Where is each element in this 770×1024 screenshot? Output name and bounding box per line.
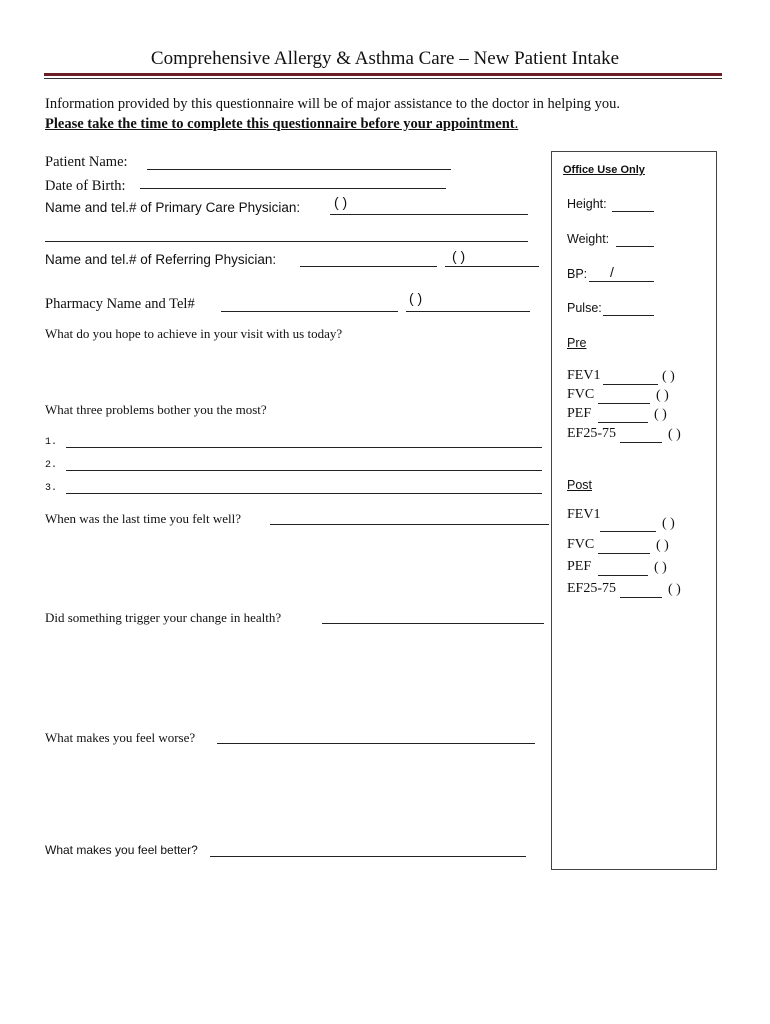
question-trigger: Did something trigger your change in health? xyxy=(45,610,282,625)
post-fvc-paren: ( ) xyxy=(656,538,669,553)
post-pef-paren: ( ) xyxy=(654,560,667,575)
question-worse: What makes you feel worse? xyxy=(45,730,196,745)
referring-name-field[interactable] xyxy=(300,266,437,267)
referring-phone-paren: ( ) xyxy=(452,248,466,264)
pre-fvc-label: FVC xyxy=(567,387,595,402)
question-problems: What three problems bother you the most? xyxy=(45,402,267,417)
pharmacy-name-field[interactable] xyxy=(221,311,398,312)
problem-number-3: 3. xyxy=(45,483,58,494)
better-field[interactable] xyxy=(210,856,526,857)
pcp-field-line2[interactable] xyxy=(45,241,528,242)
pre-label: Pre xyxy=(567,336,587,350)
pulse-label: Pulse: xyxy=(567,301,602,315)
post-fvc-label: FVC xyxy=(567,537,595,552)
post-fvc-field[interactable] xyxy=(598,553,650,554)
post-fev1-label: FEV1 xyxy=(567,507,601,522)
dob-field[interactable] xyxy=(140,188,446,189)
pre-fvc-paren: ( ) xyxy=(656,388,669,403)
office-use-title: Office Use Only xyxy=(563,164,645,176)
pre-ef2575-field[interactable] xyxy=(620,442,662,443)
pre-pef-paren: ( ) xyxy=(654,407,667,422)
pcp-label: Name and tel.# of Primary Care Physician: xyxy=(45,200,301,215)
problem-number-2: 2. xyxy=(45,460,58,471)
post-fev1-field[interactable] xyxy=(600,531,656,532)
referring-phone-field[interactable] xyxy=(445,266,539,267)
bp-slash: / xyxy=(610,264,614,280)
pre-fev1-label: FEV1 xyxy=(567,368,601,383)
pharmacy-label: Pharmacy Name and Tel# xyxy=(45,296,195,312)
pcp-field[interactable] xyxy=(330,214,528,215)
weight-label: Weight: xyxy=(567,232,610,246)
pre-fvc-field[interactable] xyxy=(598,403,650,404)
patient-name-field[interactable] xyxy=(147,169,451,170)
pcp-phone-paren: ( ) xyxy=(334,194,348,210)
pre-fev1-paren: ( ) xyxy=(662,369,675,384)
post-ef2575-label: EF25-75 xyxy=(567,581,616,596)
question-better: What makes you feel better? xyxy=(45,843,198,857)
patient-name-label: Patient Name: xyxy=(45,154,128,170)
post-ef2575-paren: ( ) xyxy=(668,582,681,597)
post-pef-field[interactable] xyxy=(598,575,648,576)
pharmacy-phone-field[interactable] xyxy=(406,311,530,312)
trigger-field[interactable] xyxy=(322,623,544,624)
problem-3-field[interactable] xyxy=(66,493,542,494)
header-rule-thin xyxy=(44,78,722,79)
bp-label: BP: xyxy=(567,267,588,281)
pre-pef-field[interactable] xyxy=(598,422,648,423)
post-ef2575-field[interactable] xyxy=(620,597,662,598)
dob-label: Date of Birth: xyxy=(45,178,126,194)
pre-fev1-field[interactable] xyxy=(603,384,658,385)
pre-ef2575-paren: ( ) xyxy=(668,427,681,442)
problem-2-field[interactable] xyxy=(66,470,542,471)
bp-field[interactable] xyxy=(589,281,654,282)
post-fev1-paren: ( ) xyxy=(662,516,675,531)
felt-well-field[interactable] xyxy=(270,524,549,525)
question-felt-well: When was the last time you felt well? xyxy=(45,511,242,526)
height-field[interactable] xyxy=(612,211,654,212)
pre-ef2575-label: EF25-75 xyxy=(567,426,616,441)
pharmacy-phone-paren: ( ) xyxy=(409,290,423,306)
question-hope: What do you hope to achieve in your visit with us today? xyxy=(45,326,343,341)
pre-pef-label: PEF xyxy=(567,406,592,421)
weight-field[interactable] xyxy=(616,246,654,247)
page-title: Comprehensive Allergy & Asthma Care – New Patient Intake xyxy=(150,48,620,69)
intro-instruction: Please take the time to complete this questionnaire before your appointment. xyxy=(45,116,519,132)
pulse-field[interactable] xyxy=(603,315,654,316)
worse-field[interactable] xyxy=(217,743,535,744)
problem-number-1: 1. xyxy=(45,437,58,448)
referring-label: Name and tel.# of Referring Physician: xyxy=(45,252,277,267)
post-pef-label: PEF xyxy=(567,559,592,574)
post-label: Post xyxy=(567,478,593,492)
problem-1-field[interactable] xyxy=(66,447,542,448)
intro-text: Information provided by this questionnaire will be of major assistance to the doctor in helping you. xyxy=(45,96,621,112)
header-rule-thick xyxy=(44,73,722,76)
height-label: Height: xyxy=(567,197,607,211)
